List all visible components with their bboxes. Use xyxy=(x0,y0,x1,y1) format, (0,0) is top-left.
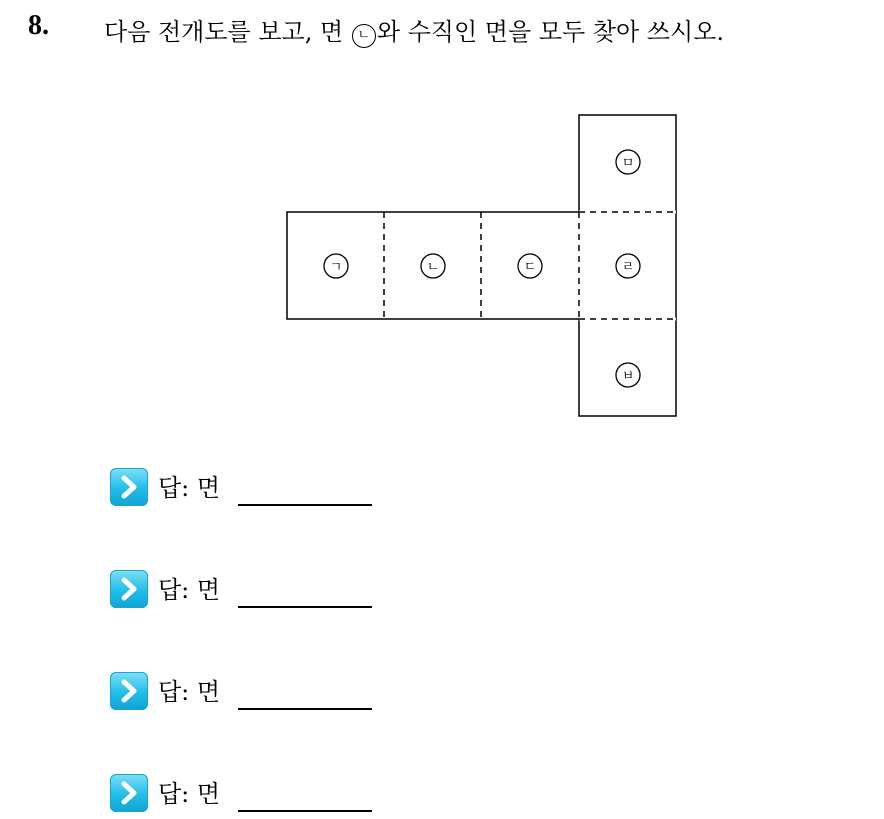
chevron-right-icon xyxy=(110,468,148,506)
question-text-before: 다음 전개도를 보고, 면 xyxy=(104,18,351,46)
face-label-5: ㅁ xyxy=(621,156,635,171)
answer-label: 답: 면 xyxy=(158,780,221,808)
question-text-after: 와 수직인 면을 모두 찾아 쓰시오. xyxy=(376,18,724,46)
chevron-right-icon xyxy=(110,774,148,812)
answer-row xyxy=(110,568,410,612)
answer-row xyxy=(110,772,410,816)
answer-label: 답: 면 xyxy=(158,474,221,502)
answer-blank[interactable] xyxy=(238,810,372,812)
face-label-1: ㄱ xyxy=(329,260,343,275)
answer-blank[interactable] xyxy=(238,504,372,506)
chevron-right-icon xyxy=(110,672,148,710)
answer-blank[interactable] xyxy=(238,708,372,710)
circled-face-label: ㄴ xyxy=(352,24,376,48)
question-number: 8. xyxy=(28,10,49,41)
answer-label: 답: 면 xyxy=(158,678,221,706)
face-label-4: ㄹ xyxy=(621,260,635,275)
chevron-right-icon xyxy=(110,570,148,608)
answer-row xyxy=(110,466,410,510)
answer-blank[interactable] xyxy=(238,606,372,608)
face-label-6: ㅂ xyxy=(621,369,635,384)
answer-label: 답: 면 xyxy=(158,576,221,604)
face-label-3: ㄷ xyxy=(523,260,537,275)
face-bottom-outline xyxy=(579,319,676,416)
answer-row xyxy=(110,670,410,714)
face-label-2: ㄴ xyxy=(426,260,440,275)
